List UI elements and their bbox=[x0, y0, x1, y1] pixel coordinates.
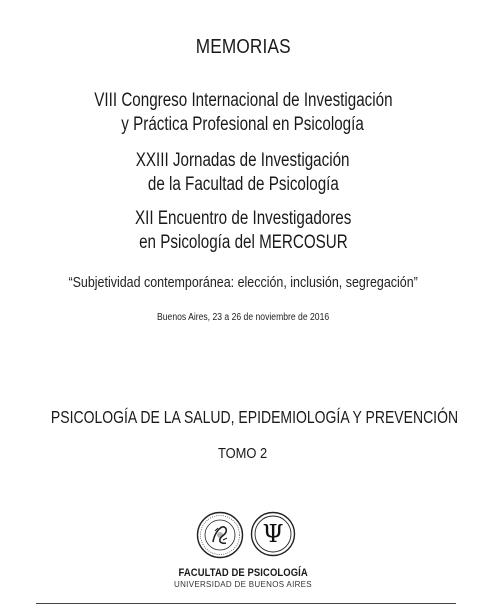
psi-symbol: Ψ bbox=[262, 520, 284, 548]
congress-theme bbox=[0, 275, 486, 291]
section-title-text: PSICOLOGÍA DE LA SALUD, EPIDEMIOLOGÍA Y PREVENCIÓN bbox=[50, 407, 459, 427]
event-2-line-1 bbox=[0, 150, 486, 172]
document-title-text: MEMORIAS bbox=[195, 36, 291, 58]
university-name-text: UNIVERSIDAD DE BUENOS AIRES bbox=[174, 580, 312, 589]
faculty-name bbox=[0, 567, 486, 579]
event-2-line-2 bbox=[0, 174, 486, 196]
event-1-line-2 bbox=[0, 114, 486, 136]
event-1-line-1-text: VIII Congreso Internacional de Investigación bbox=[93, 90, 393, 111]
event-3-line-2 bbox=[0, 232, 486, 254]
place-and-date bbox=[0, 312, 486, 323]
university-seal-icon bbox=[196, 511, 244, 559]
volume-label-text: TOMO 2 bbox=[218, 445, 268, 462]
congress-theme-text: “Subjetividad contemporánea: elección, inclusión, segregación” bbox=[68, 275, 418, 291]
event-2-line-2-text: de la Facultad de Psicología bbox=[147, 174, 339, 195]
faculty-name-text: FACULTAD DE PSICOLOGÍA bbox=[178, 567, 308, 579]
event-3-line-1-text: XII Encuentro de Investigadores bbox=[134, 208, 352, 229]
footer-logos bbox=[196, 511, 296, 571]
event-3-line-2-text: en Psicología del MERCOSUR bbox=[138, 232, 348, 253]
event-1-line-2-text: y Práctica Profesional en Psicología bbox=[121, 114, 365, 135]
bottom-divider bbox=[36, 603, 456, 604]
psi-logo-icon bbox=[250, 511, 296, 557]
section-title bbox=[0, 407, 486, 428]
event-2-line-1-text: XXIII Jornadas de Investigación bbox=[136, 150, 350, 171]
place-and-date-text: Buenos Aires, 23 a 26 de noviembre de 2016 bbox=[156, 312, 330, 323]
event-3-line-1 bbox=[0, 208, 486, 230]
university-name bbox=[0, 580, 486, 589]
event-1-line-1 bbox=[0, 90, 486, 112]
volume-label bbox=[0, 445, 486, 462]
document-title bbox=[0, 36, 486, 59]
